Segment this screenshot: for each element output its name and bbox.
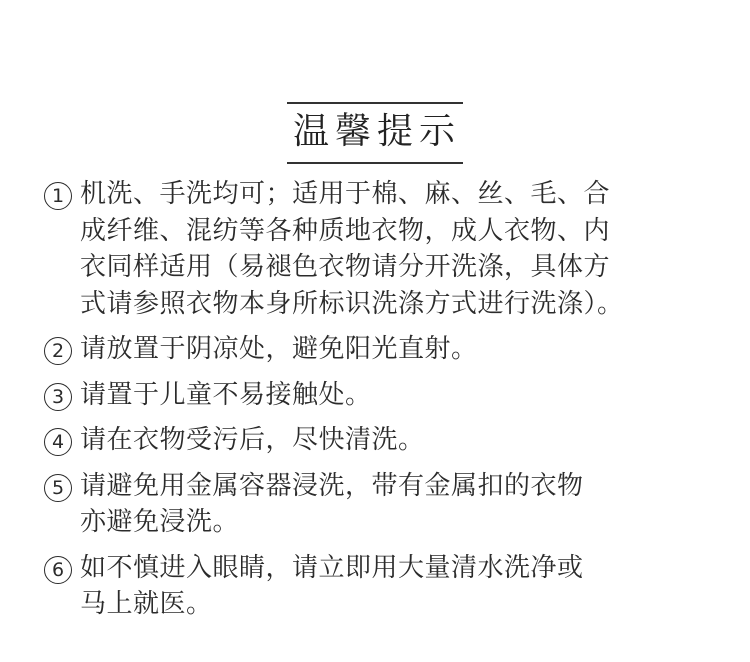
tip-number-1 [44, 176, 80, 212]
tip-text-1 [80, 176, 724, 322]
tip-item-1 [44, 176, 724, 322]
tip-number-5 [44, 468, 80, 504]
tip-line: 成纤维、混纺等各种质地衣物，成人衣物、内 [80, 215, 611, 246]
tip-number-3 [44, 377, 80, 413]
tip-number-4 [44, 422, 80, 458]
tip-text-3 [80, 377, 724, 414]
tip-text-5 [80, 468, 724, 541]
tip-text-6 [80, 550, 724, 623]
tip-line: 衣同样适用（易褪色衣物请分开洗涤，具体方 [80, 252, 611, 282]
tip-text-2 [80, 331, 724, 368]
tip-line: 式请参照衣物本身所标识洗涤方式进行洗涤）。 [80, 288, 624, 319]
title-section [0, 78, 750, 188]
page-title: 温馨提示 [287, 102, 463, 164]
tip-line: 请放置于阴凉处，避免阳光直射。 [80, 334, 478, 364]
tip-text-4 [80, 422, 724, 459]
tip-line: 请置于儿童不易接触处。 [80, 379, 372, 410]
circled-number: 1 [44, 182, 72, 210]
tip-number-6 [44, 550, 80, 586]
circled-number: 4 [44, 428, 72, 456]
tip-item-3 [44, 377, 724, 414]
circled-number: 6 [44, 556, 72, 584]
circled-number: 3 [44, 383, 72, 411]
tip-item-5 [44, 468, 724, 541]
tip-line: 请在衣物受污后，尽快清洗。 [80, 425, 425, 455]
tip-item-4 [44, 422, 724, 459]
tip-line: 机洗、手洗均可；适用于棉、麻、丝、毛、合 [80, 179, 611, 209]
tips-list [44, 176, 724, 632]
circled-number: 5 [44, 474, 72, 502]
tip-line: 请避免用金属容器浸洗，带有金属扣的衣物 [80, 470, 584, 501]
tip-line: 如不慎进入眼睛，请立即用大量清水洗净或 [80, 552, 584, 583]
tip-item-2 [44, 331, 724, 368]
tip-line: 马上就医。 [80, 589, 213, 619]
circled-number: 2 [44, 337, 72, 365]
tip-line: 亦避免浸洗。 [80, 507, 240, 537]
tip-number-2 [44, 331, 80, 367]
tip-item-6 [44, 550, 724, 623]
